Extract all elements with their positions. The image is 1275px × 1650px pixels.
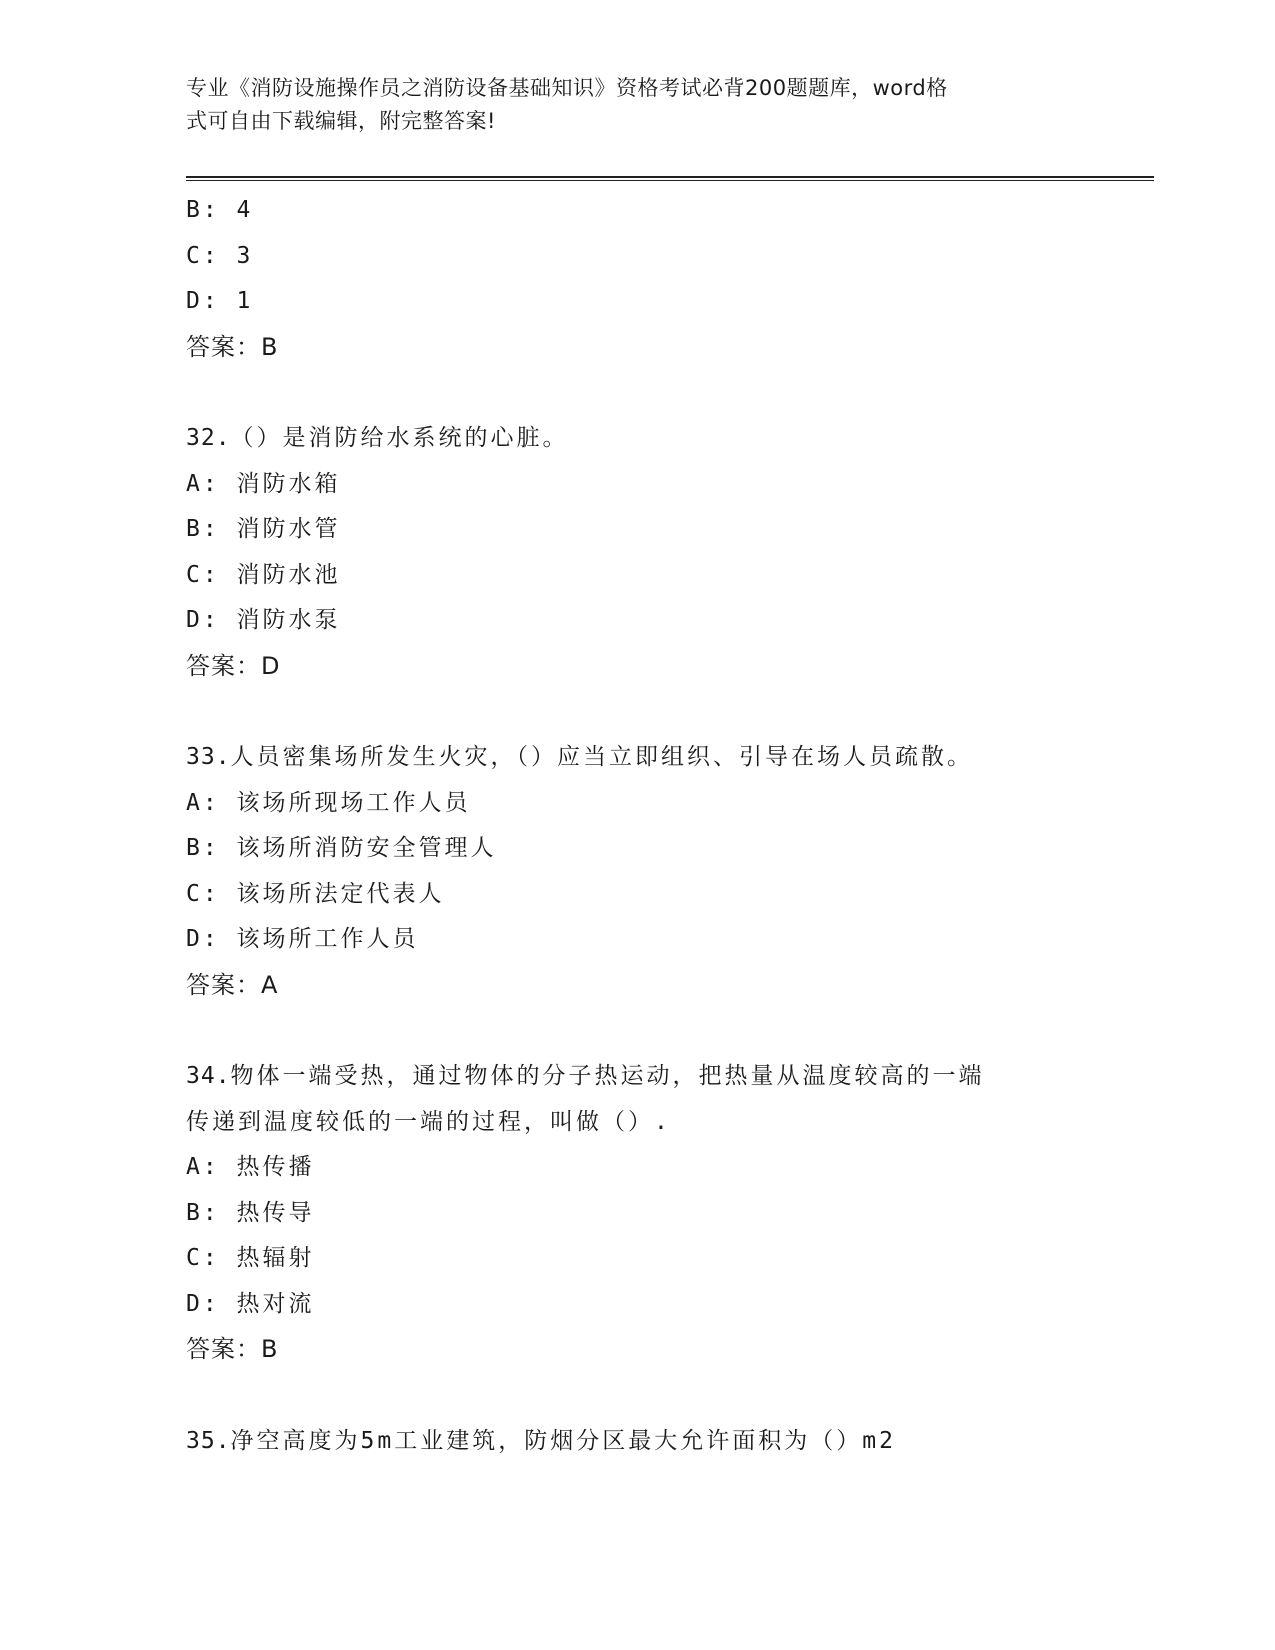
divider-thin-line	[186, 180, 1154, 181]
option-a: A: 该场所现场工作人员	[186, 789, 471, 816]
option-d: D: 该场所工作人员	[186, 926, 419, 952]
question-stem	[186, 735, 1086, 781]
question-32	[186, 416, 1086, 689]
question-34	[186, 1054, 1086, 1373]
option-d: D: 1	[186, 288, 254, 314]
question-number: 34.	[186, 1063, 231, 1089]
question-35	[186, 1419, 1086, 1465]
answer-label: 答案：D	[186, 651, 281, 680]
option-d: D: 消防水泵	[186, 607, 341, 633]
option-b: B: 热传导	[186, 1199, 315, 1226]
prev-question-continuation	[186, 188, 1086, 370]
question-list	[186, 188, 1086, 1464]
header-line-1: 专业《消防设施操作员之消防设备基础知识》资格考试必背200题题库，word格	[186, 76, 948, 100]
option-c: C: 热辐射	[186, 1245, 315, 1271]
option-c: C: 该场所法定代表人	[186, 880, 445, 907]
option-b: B: 消防水管	[186, 516, 341, 542]
answer-label: 答案：B	[186, 332, 279, 361]
option-b: B: 该场所消防安全管理人	[186, 835, 497, 861]
header-divider	[186, 176, 1154, 182]
document-header	[186, 72, 1066, 138]
question-text: 人员密集场所发生火灾，（）应当立即组织、引导在场人员疏散。	[230, 744, 974, 770]
question-text: （）是消防给水系统的心脏。	[230, 425, 569, 451]
question-33	[186, 735, 1086, 1008]
option-c: C: 消防水池	[186, 561, 341, 588]
option-d: D: 热对流	[186, 1290, 315, 1317]
question-text: 净空高度为5m工业建筑，防烟分区最大允许面积为（）m2	[230, 1427, 896, 1454]
option-a: A: 热传播	[186, 1154, 315, 1180]
header-line-2: 式可自由下载编辑，附完整答案!	[186, 109, 496, 133]
option-a: A: 消防水箱	[186, 470, 341, 497]
question-number: 33.	[186, 744, 231, 770]
question-stem-line-1	[186, 1054, 1086, 1100]
option-b: B: 4	[186, 197, 254, 223]
option-c: C: 3	[186, 242, 254, 269]
question-stem	[186, 416, 1086, 462]
question-number: 35.	[186, 1427, 231, 1454]
answer-label: 答案：B	[186, 1335, 279, 1363]
question-stem	[186, 1419, 1086, 1465]
divider-thick-line	[186, 176, 1154, 178]
question-text-line-1: 物体一端受热，通过物体的分子热运动，把热量从温度较高的一端	[230, 1063, 985, 1089]
question-number: 32.	[186, 425, 231, 451]
question-stem-line-2: 传递到温度较低的一端的过程，叫做（）.	[186, 1108, 671, 1135]
answer-label: 答案：A	[186, 970, 279, 999]
